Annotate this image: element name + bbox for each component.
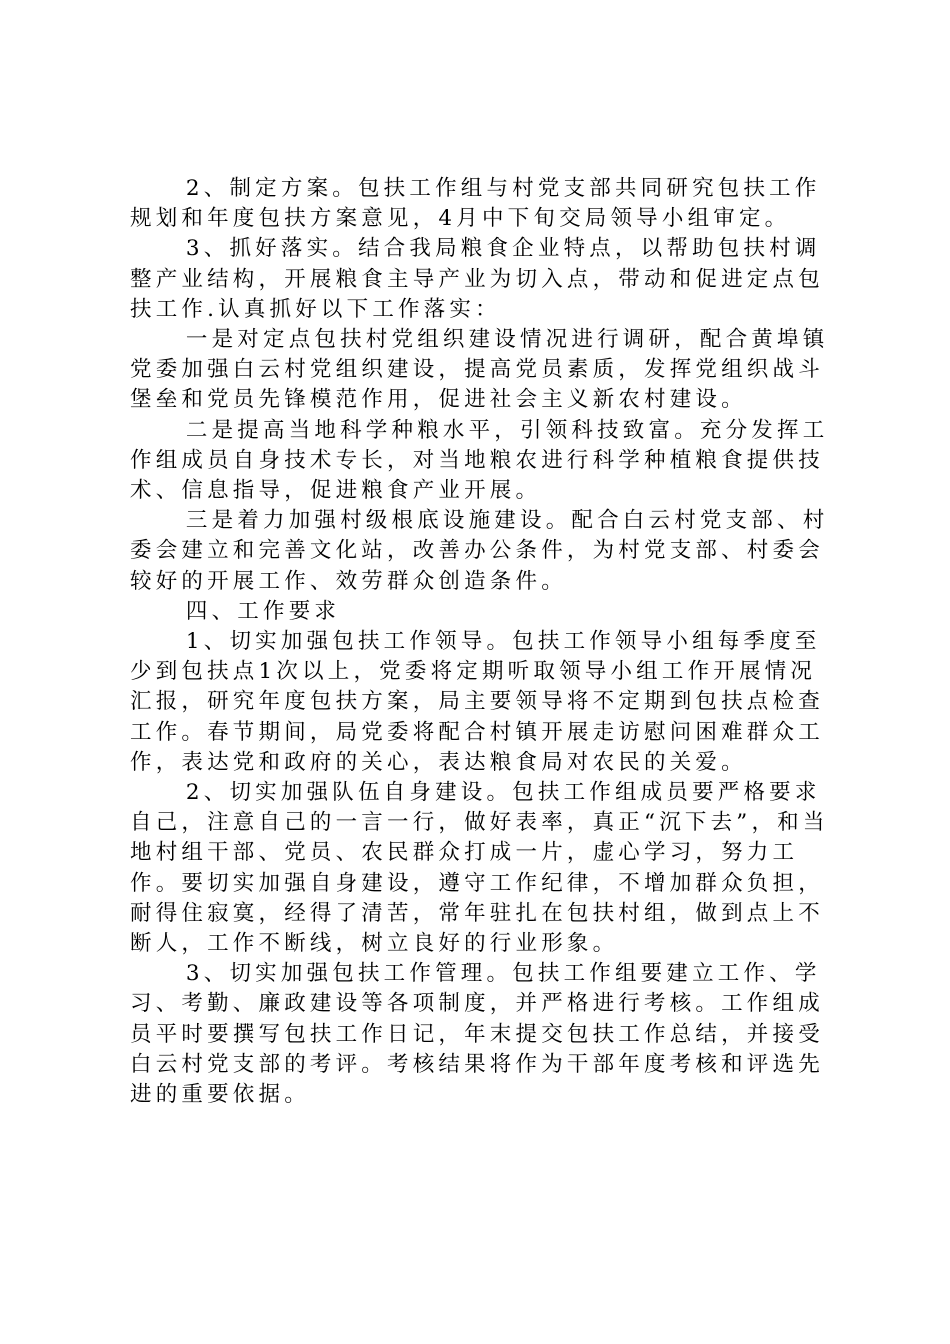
paragraph-management: 3、切实加强包扶工作管理。包扶工作组要建立工作、学习、考勤、廉政建设等各项制度，并严格进行考核。工作组成员平时要撰写包扶工作日记，年末提交包扶工作总结，并接受白云村党支部的考评。考核结果将作为干部年度考核和评选先进的重要依据。 [130,961,824,1108]
paragraph-party-building: 一是对定点包扶村党组织建设情况进行调研，配合黄埠镇党委加强白云村党组织建设，提高党员素质，发挥党组织战斗堡垒和党员先锋模范作用，促进社会主义新农村建设。 [130,327,829,413]
paragraph-team-building: 2、切实加强队伍自身建设。包扶工作组成员要严格要求自己，注意自己的一言一行，做好表率，真正“沉下去”，和当地村组干部、党员、农民群众打成一片，虚心学习，努力工作。要切实加强自身建设，遵守工作纪律，不增加群众负担，耐得住寂寞，经得了清苦，常年驻扎在包扶村组，做到点上不断人，工作不断线，树立良好的行业形象。 [130,780,829,957]
paragraph-grain-technology: 二是提高当地科学种粮水平，引领科技致富。充分发挥工作组成员自身技术专长，对当地粮农进行科学种植粮食提供技术、信息指导，促进粮食产业开展。 [130,417,829,504]
section-heading-requirements: 四、工作要求 [185,598,341,624]
paragraph-infrastructure: 三是着力加强村级根底设施建设。配合白云村党支部、村委会建立和完善文化站，改善办公条件，为村党支部、村委会较好的开展工作、效劳群众创造条件。 [130,508,829,594]
paragraph-leadership: 1、切实加强包扶工作领导。包扶工作领导小组每季度至少到包扶点1次以上，党委将定期听取领导小组工作开展情况汇报，研究年度包扶方案，局主要领导将不定期到包扶点检查工作。春节期间，局党委将配合村镇开展走访慰问困难群众工作，表达党和政府的关心，表达粮食局对农民的关爱。 [130,629,824,775]
paragraph-implementation: 3、抓好落实。结合我局粮食企业特点，以帮助包扶村调整产业结构，开展粮食主导产业为切入点，带动和促进定点包扶工作.认真抓好以下工作落实： [130,236,824,322]
paragraph-plan: 2、制定方案。包扶工作组与村党支部共同研究包扶工作规划和年度包扶方案意见，4月中下旬交局领导小组审定。 [130,176,821,232]
document-body [130,174,830,1110]
